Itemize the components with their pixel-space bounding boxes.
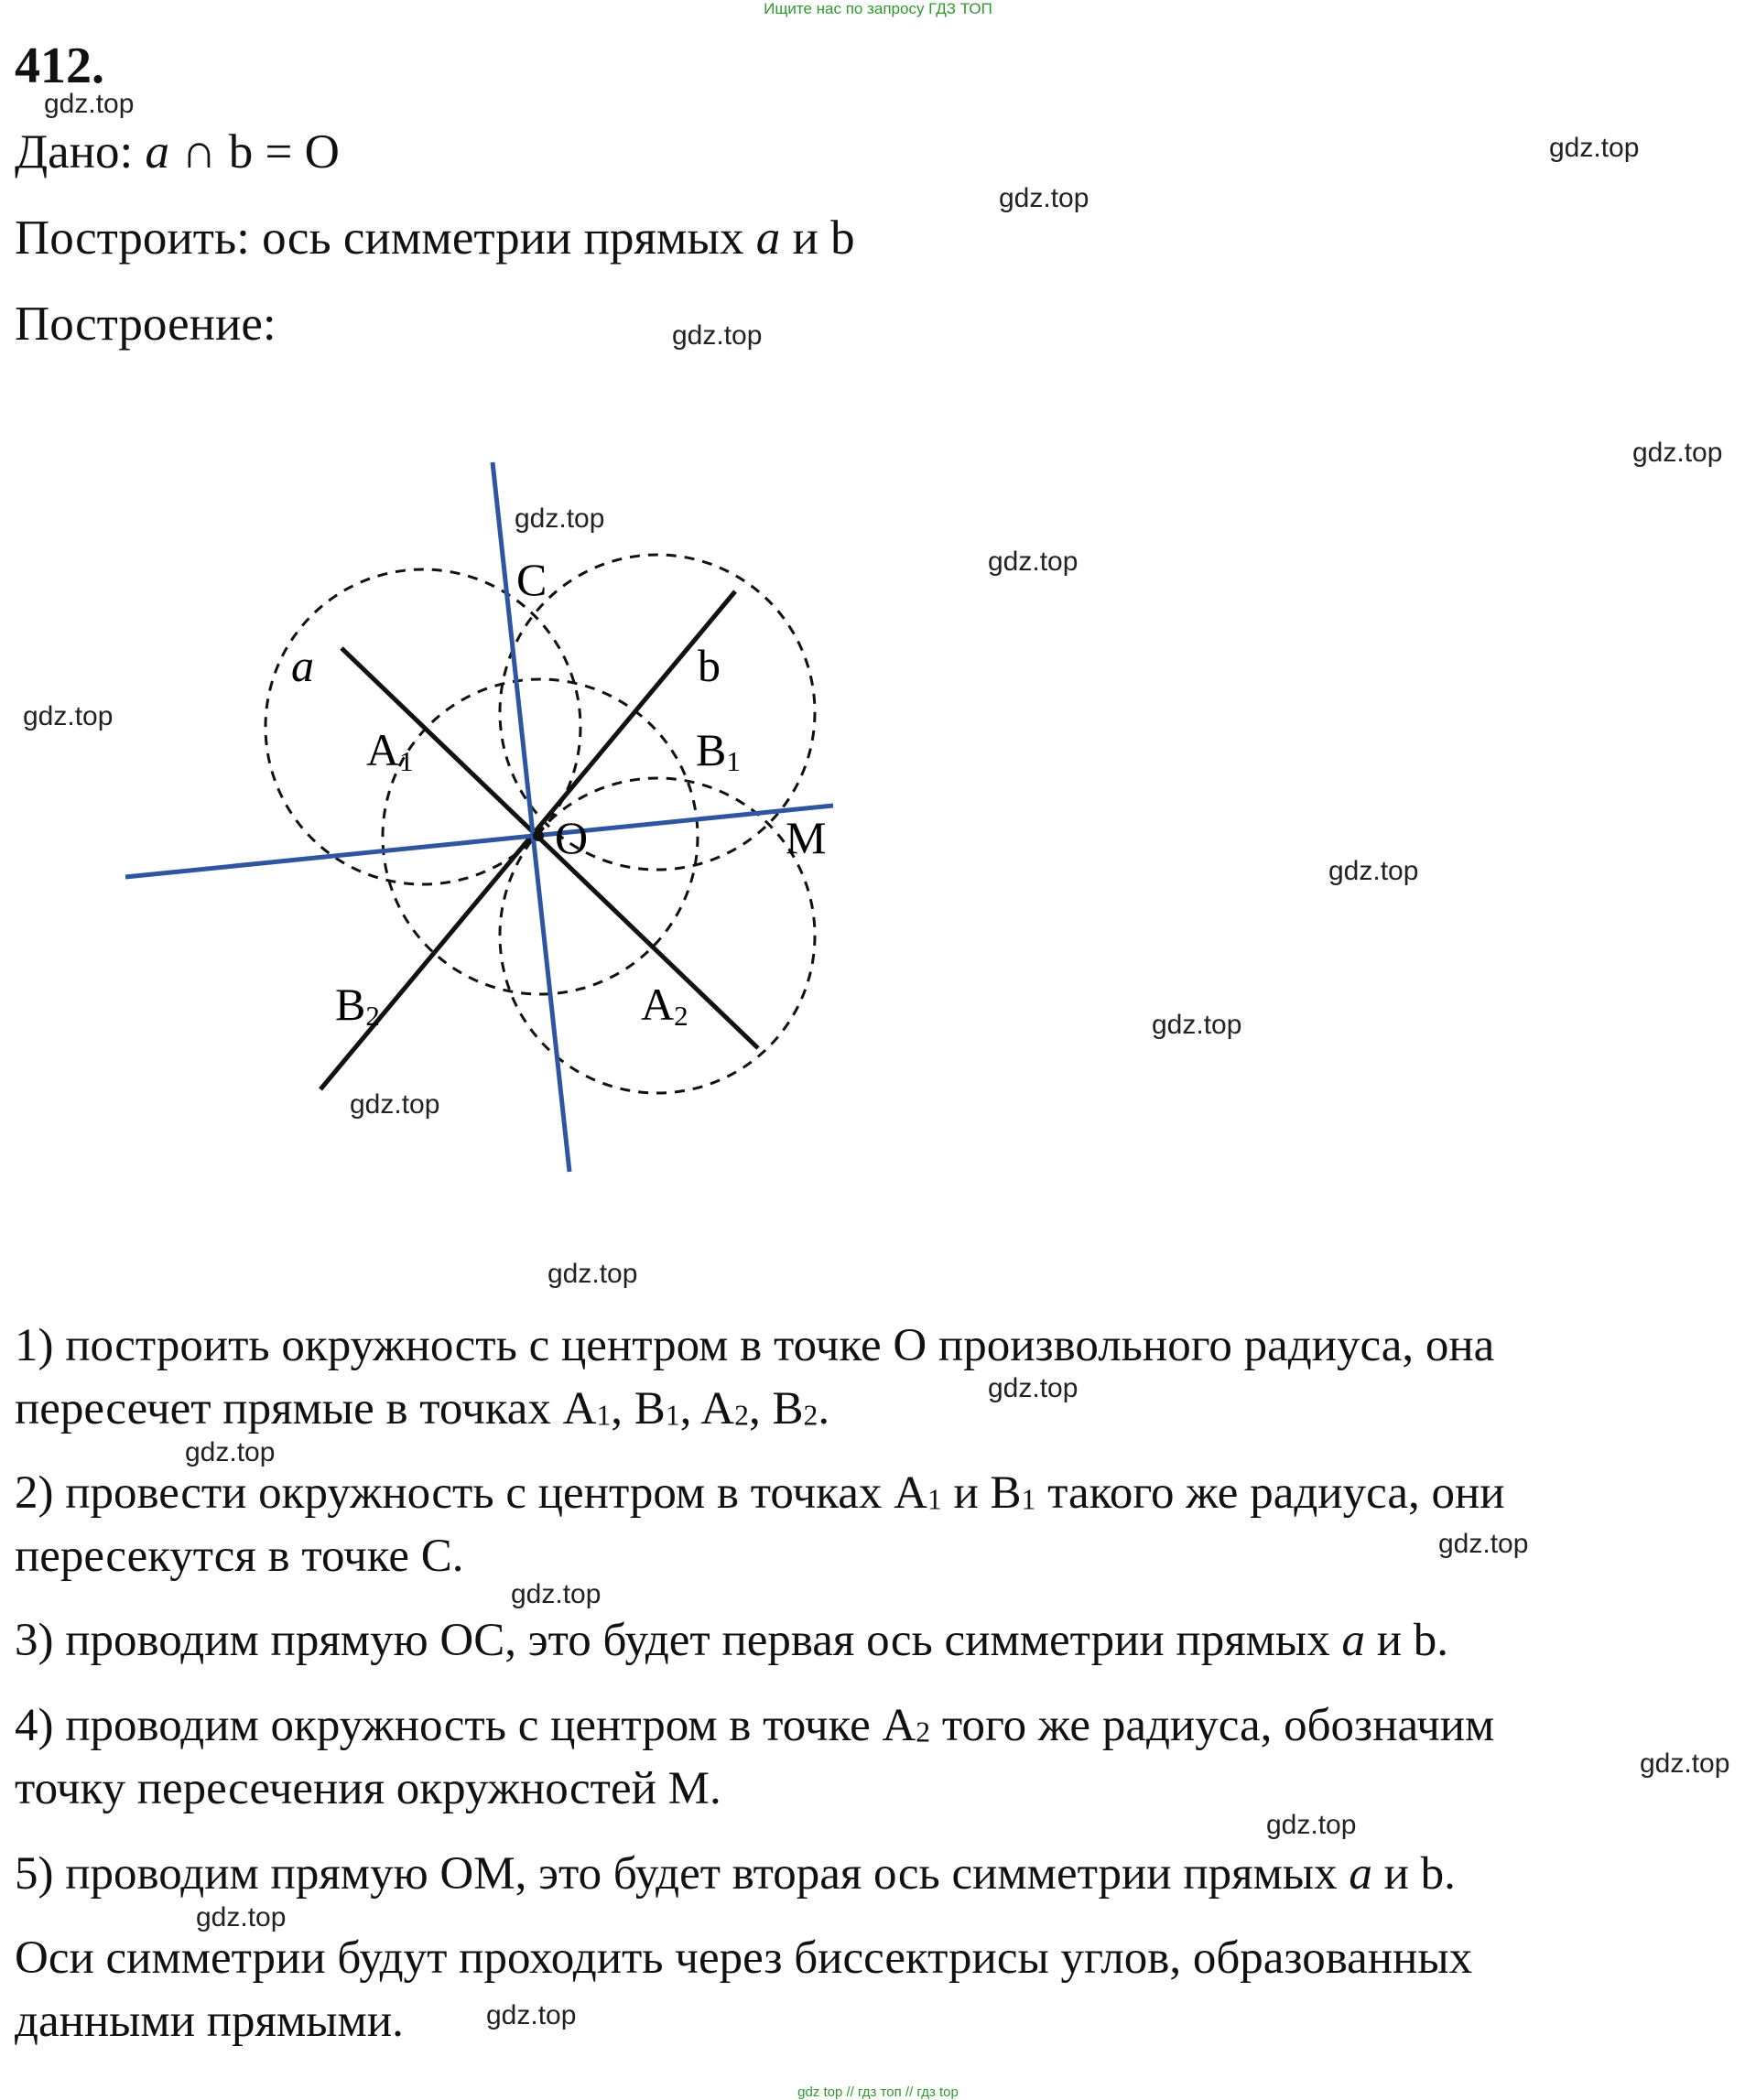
watermark: gdz.top <box>23 701 114 731</box>
watermark: gdz.top <box>196 1902 287 1932</box>
label-m: M <box>786 812 827 863</box>
label-b1: B1 <box>696 724 741 777</box>
given-expression: ∩ b = O <box>181 125 340 179</box>
task-var-a: a <box>755 211 781 265</box>
watermark: gdz.top <box>547 1259 638 1289</box>
step-2-line-2: пересекутся в точке C. <box>15 1531 464 1582</box>
watermark: gdz.top <box>1152 1010 1242 1040</box>
label-a: a <box>291 640 314 691</box>
watermark: gdz.top <box>1328 856 1419 886</box>
construction-label: Построение: <box>15 298 276 351</box>
step-3: 3) проводим прямую OC, это будет первая ось симметрии прямых a и b. <box>15 1615 1448 1666</box>
label-a2: A2 <box>641 979 688 1032</box>
watermark: gdz.top <box>999 183 1089 213</box>
given-label: Дано: <box>15 125 134 179</box>
watermark: gdz.top <box>1549 133 1640 163</box>
watermark: gdz.top <box>515 503 605 534</box>
label-o: O <box>555 812 589 863</box>
problem-number: 412. <box>15 38 104 94</box>
watermark: gdz.top <box>1632 438 1723 468</box>
step-1-line-2: пересечет прямые в точках $A_1$, $B_1$, $A_2$, $B_2$. <box>15 1383 830 1434</box>
label-b2: B2 <box>335 979 380 1032</box>
step-4-line-2: точку пересечения окружностей M. <box>15 1763 721 1814</box>
task-label: Построить: ось симметрии прямых <box>15 211 744 265</box>
watermark: gdz.top <box>486 2000 577 2030</box>
watermark: gdz.top <box>1266 1810 1357 1840</box>
watermark: gdz.top <box>988 547 1079 577</box>
step-1-line-1: 1) построить окружность с центром в точке O произвольного радиуса, она <box>15 1320 1495 1371</box>
step-5: 5) проводим прямую OM, это будет вторая ось симметрии прямых a и b. <box>15 1848 1456 1900</box>
label-c: C <box>516 554 547 605</box>
label-a1: A1 <box>366 724 414 777</box>
top-banner: Ищите нас по запросу ГДЗ ТОП <box>764 0 992 17</box>
watermark: gdz.top <box>1438 1529 1529 1559</box>
label-b: b <box>698 640 721 691</box>
point-o <box>533 830 544 841</box>
watermark: gdz.top <box>350 1089 440 1120</box>
watermark: gdz.top <box>44 89 135 119</box>
watermark: gdz.top <box>1640 1748 1730 1779</box>
axis-om <box>125 806 833 877</box>
watermark: gdz.top <box>672 320 763 351</box>
conclusion-line-1: Оси симметрии будут проходить через биссектрисы углов, образованных <box>15 1932 1473 1984</box>
watermark: gdz.top <box>511 1579 602 1609</box>
watermark: gdz.top <box>988 1373 1079 1403</box>
footer-watermark: gdz top // гдз топ // гдз top <box>797 2084 959 2100</box>
conclusion-line-2: данными прямыми. <box>15 1996 404 2047</box>
step-2-line-1: 2) провести окружность с центром в точках $A_1$ и $B_1$ такого же радиуса, они <box>15 1467 1505 1519</box>
given-var-a: a <box>145 125 170 179</box>
step-4-line-1: 4) проводим окружность с центром в точке $A_2$ того же радиуса, обозначим <box>15 1700 1495 1751</box>
task-rest: и b <box>792 211 855 265</box>
watermark: gdz.top <box>185 1437 276 1467</box>
